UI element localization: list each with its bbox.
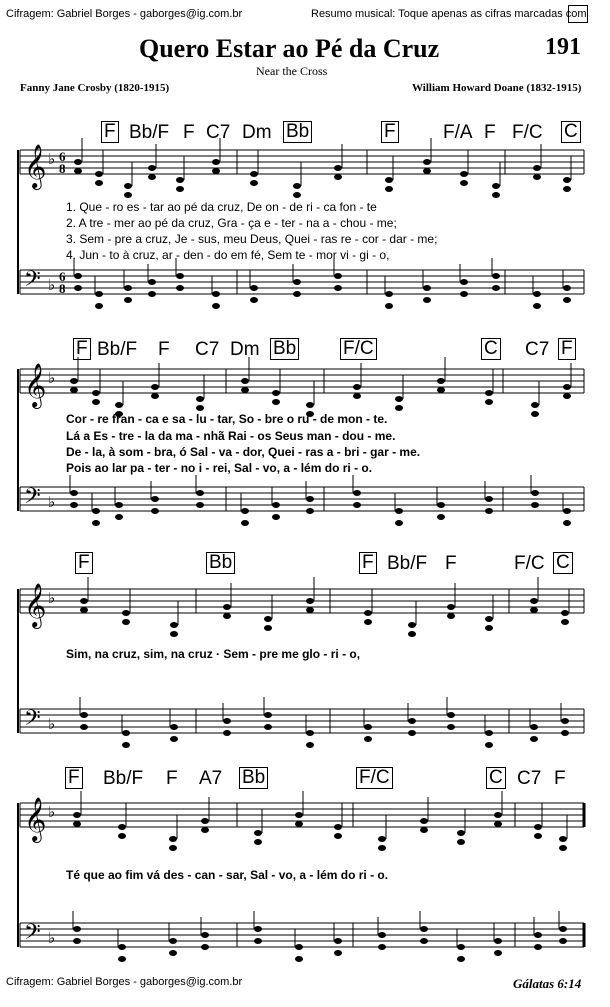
treble-clef-icon: 𝄞 bbox=[24, 363, 47, 407]
chord-symbol: F bbox=[484, 122, 496, 143]
notehead bbox=[530, 724, 538, 730]
notehead bbox=[254, 938, 262, 944]
notehead bbox=[295, 944, 303, 950]
chord-symbol: C bbox=[481, 338, 501, 360]
flat-icon: ♭ bbox=[48, 276, 56, 294]
notehead bbox=[124, 192, 132, 198]
notehead bbox=[151, 384, 159, 390]
notehead bbox=[485, 399, 493, 405]
notehead bbox=[563, 508, 571, 514]
notehead bbox=[176, 177, 184, 183]
notehead bbox=[95, 180, 103, 186]
flat-icon: ♭ bbox=[48, 715, 56, 733]
chord-symbol: C bbox=[561, 121, 581, 143]
notehead bbox=[118, 833, 126, 839]
notehead bbox=[223, 730, 231, 736]
notehead bbox=[295, 821, 303, 827]
notehead bbox=[148, 291, 156, 297]
notehead bbox=[334, 285, 342, 291]
notehead bbox=[364, 619, 372, 625]
notehead bbox=[334, 950, 342, 956]
notehead bbox=[334, 273, 342, 279]
notehead bbox=[80, 598, 88, 604]
notehead bbox=[70, 490, 78, 496]
notehead bbox=[293, 183, 301, 189]
notehead bbox=[118, 956, 126, 962]
notehead bbox=[148, 279, 156, 285]
chord-symbol: Dm bbox=[242, 122, 272, 143]
lyric-refrain-2: Té que ao fim vá des - can - sar, Sal - vo, a - lém do ri - o. bbox=[66, 868, 389, 882]
notehead bbox=[223, 604, 231, 610]
notehead bbox=[494, 821, 502, 827]
flat-icon: ♭ bbox=[48, 369, 56, 387]
notehead bbox=[385, 303, 393, 309]
lyric-verse-1: Cor - re fran - ca e sa - lu - tar, So - bre o ru - de mon - te. bbox=[66, 412, 388, 426]
notehead bbox=[460, 279, 468, 285]
notehead bbox=[533, 165, 541, 171]
notehead bbox=[531, 490, 539, 496]
chord-symbol: Bb/F bbox=[103, 768, 144, 789]
hymn-title: Quero Estar ao Pé da Cruz bbox=[139, 34, 440, 63]
notehead bbox=[492, 183, 500, 189]
notehead bbox=[485, 496, 493, 502]
notehead bbox=[74, 159, 82, 165]
notehead bbox=[460, 291, 468, 297]
notehead bbox=[334, 833, 342, 839]
notehead bbox=[457, 944, 465, 950]
notehead bbox=[293, 291, 301, 297]
notehead bbox=[420, 818, 428, 824]
lyric-verse-1: 1. Que - ro es - tar ao pé da cruz, De on - de ri - ca fon - te bbox=[66, 200, 377, 214]
notehead bbox=[306, 742, 314, 748]
notehead bbox=[74, 168, 82, 174]
scripture-reference: Gálatas 6:14 bbox=[513, 976, 582, 991]
notehead bbox=[447, 712, 455, 718]
notehead bbox=[118, 824, 126, 830]
lyric-verse-2: Lá a Es - tre - la da ma - nhã Rai - os Seus man - dou - me. bbox=[66, 429, 396, 443]
notehead bbox=[241, 508, 249, 514]
chord-symbol: C bbox=[486, 767, 506, 789]
notehead bbox=[378, 845, 386, 851]
notehead bbox=[408, 622, 416, 628]
header-legend: Resumo musical: Toque apenas as cifras marcadas com bbox=[311, 8, 587, 20]
notehead bbox=[353, 490, 361, 496]
notehead bbox=[534, 932, 542, 938]
notehead bbox=[170, 736, 178, 742]
notehead bbox=[122, 742, 130, 748]
notehead bbox=[196, 490, 204, 496]
notehead bbox=[378, 944, 386, 950]
notehead bbox=[148, 165, 156, 171]
chord-symbol: F bbox=[381, 121, 399, 143]
notehead bbox=[169, 938, 177, 944]
notehead bbox=[334, 165, 342, 171]
notehead bbox=[151, 393, 159, 399]
notehead bbox=[95, 291, 103, 297]
notehead bbox=[420, 827, 428, 833]
chord-symbol: Bb bbox=[206, 552, 235, 574]
notehead bbox=[437, 387, 445, 393]
lyric-verse-3: 3. Sem - pre a cruz, Je - sus, meu Deus, Quei - ras re - cor - dar - me; bbox=[66, 232, 438, 246]
notehead bbox=[272, 390, 280, 396]
notehead bbox=[559, 836, 567, 842]
notehead bbox=[534, 824, 542, 830]
notehead bbox=[563, 297, 571, 303]
chord-symbol: F/C bbox=[514, 553, 545, 574]
notehead bbox=[73, 938, 81, 944]
notehead bbox=[534, 833, 542, 839]
notehead bbox=[494, 938, 502, 944]
notehead bbox=[423, 159, 431, 165]
chord-symbol: C7 bbox=[206, 122, 231, 143]
notehead bbox=[212, 159, 220, 165]
notehead bbox=[95, 171, 103, 177]
notehead bbox=[73, 812, 81, 818]
chord-symbol: F bbox=[445, 553, 457, 574]
notehead bbox=[423, 168, 431, 174]
notehead bbox=[559, 845, 567, 851]
time-signature-top: 6 bbox=[59, 269, 66, 284]
notehead bbox=[264, 724, 272, 730]
notehead bbox=[70, 387, 78, 393]
bass-clef-icon: 𝄢 bbox=[24, 706, 41, 736]
notehead bbox=[533, 291, 541, 297]
notehead bbox=[201, 827, 209, 833]
header-credit: Cifragem: Gabriel Borges - gaborges@ig.com.br bbox=[6, 8, 243, 20]
chord-symbol: Bb/F bbox=[129, 122, 170, 143]
notehead bbox=[272, 514, 280, 520]
notehead bbox=[420, 938, 428, 944]
notehead bbox=[447, 724, 455, 730]
notehead bbox=[122, 610, 130, 616]
notehead bbox=[563, 177, 571, 183]
notehead bbox=[80, 724, 88, 730]
flat-icon: ♭ bbox=[48, 589, 56, 607]
notehead bbox=[212, 303, 220, 309]
notehead bbox=[353, 393, 361, 399]
chord-symbol: F bbox=[65, 767, 83, 789]
chord-symbol: Bb/F bbox=[97, 339, 138, 360]
notehead bbox=[264, 616, 272, 622]
notehead bbox=[408, 631, 416, 637]
notehead bbox=[92, 520, 100, 526]
notehead bbox=[250, 285, 258, 291]
notehead bbox=[80, 712, 88, 718]
notehead bbox=[408, 718, 416, 724]
notehead bbox=[420, 926, 428, 932]
chord-symbol: F bbox=[101, 121, 119, 143]
notehead bbox=[95, 303, 103, 309]
notehead bbox=[250, 171, 258, 177]
lyric-refrain-1: Sim, na cruz, sim, na cruz · Sem - pre me glo - ri - o, bbox=[66, 647, 361, 661]
notehead bbox=[437, 502, 445, 508]
notehead bbox=[73, 821, 81, 827]
notehead bbox=[485, 390, 493, 396]
notehead bbox=[364, 724, 372, 730]
chord-symbol: C7 bbox=[195, 339, 220, 360]
notehead bbox=[485, 625, 493, 631]
chord-symbol: C7 bbox=[517, 768, 542, 789]
chord-symbol: Dm bbox=[230, 339, 260, 360]
chord-symbol: F/C bbox=[356, 767, 393, 789]
notehead bbox=[385, 186, 393, 192]
notehead bbox=[408, 730, 416, 736]
notehead bbox=[395, 405, 403, 411]
notehead bbox=[457, 839, 465, 845]
lyric-verse-3: De - la, à som - bra, ó Sal - va - dor, Quei - ras a - bri - gar - me. bbox=[66, 445, 421, 459]
notehead bbox=[492, 192, 500, 198]
notehead bbox=[533, 174, 541, 180]
notehead bbox=[530, 607, 538, 613]
notehead bbox=[176, 186, 184, 192]
notehead bbox=[212, 291, 220, 297]
notehead bbox=[423, 285, 431, 291]
notehead bbox=[295, 956, 303, 962]
chord-symbol: F bbox=[558, 338, 576, 360]
footer-credit: Cifragem: Gabriel Borges - gaborges@ig.com.br bbox=[6, 976, 243, 988]
notehead bbox=[563, 285, 571, 291]
composer: William Howard Doane (1832-1915) bbox=[412, 82, 582, 94]
notehead bbox=[74, 285, 82, 291]
notehead bbox=[295, 812, 303, 818]
notehead bbox=[80, 607, 88, 613]
notehead bbox=[169, 950, 177, 956]
notehead bbox=[460, 180, 468, 186]
notehead bbox=[492, 273, 500, 279]
notehead bbox=[223, 613, 231, 619]
notehead bbox=[169, 836, 177, 842]
notehead bbox=[241, 520, 249, 526]
notehead bbox=[92, 399, 100, 405]
notehead bbox=[122, 619, 130, 625]
flat-icon: ♭ bbox=[48, 929, 56, 947]
notehead bbox=[353, 384, 361, 390]
chord-symbol: Bb/F bbox=[387, 553, 428, 574]
notehead bbox=[73, 926, 81, 932]
notehead bbox=[334, 824, 342, 830]
chord-symbol: F/C bbox=[512, 122, 543, 143]
notehead bbox=[561, 718, 569, 724]
notehead bbox=[118, 944, 126, 950]
notehead bbox=[395, 508, 403, 514]
lyric-verse-4: Pois ao lar pa - ter - no i - rei, Sal - vo, a - lém do ri - o. bbox=[66, 461, 373, 475]
notehead bbox=[122, 730, 130, 736]
notehead bbox=[124, 285, 132, 291]
notehead bbox=[306, 607, 314, 613]
notehead bbox=[494, 812, 502, 818]
notehead bbox=[254, 839, 262, 845]
notehead bbox=[148, 174, 156, 180]
notehead bbox=[151, 508, 159, 514]
notehead bbox=[196, 405, 204, 411]
notehead bbox=[492, 285, 500, 291]
notehead bbox=[447, 613, 455, 619]
lyric-verse-4: 4. Jun - to à cruz, ar - den - do em fé, Sem te - mor vi - gi - o, bbox=[66, 248, 390, 262]
notehead bbox=[170, 631, 178, 637]
notehead bbox=[74, 273, 82, 279]
notehead bbox=[170, 622, 178, 628]
notehead bbox=[241, 387, 249, 393]
chord-symbol: A7 bbox=[199, 768, 223, 789]
notehead bbox=[531, 402, 539, 408]
notehead bbox=[378, 836, 386, 842]
notehead bbox=[306, 598, 314, 604]
chord-symbol: F bbox=[554, 768, 566, 789]
treble-clef-icon: 𝄞 bbox=[24, 144, 47, 188]
flat-icon: ♭ bbox=[48, 493, 56, 511]
time-signature-top: 6 bbox=[59, 149, 66, 164]
notehead bbox=[530, 598, 538, 604]
notehead bbox=[201, 932, 209, 938]
notehead bbox=[92, 390, 100, 396]
notehead bbox=[293, 192, 301, 198]
chord-symbol: Bb bbox=[270, 338, 299, 360]
notehead bbox=[201, 944, 209, 950]
time-signature-bottom: 8 bbox=[59, 281, 66, 296]
notehead bbox=[201, 818, 209, 824]
notehead bbox=[534, 944, 542, 950]
notehead bbox=[364, 736, 372, 742]
chord-symbol: F bbox=[75, 552, 93, 574]
notehead bbox=[169, 845, 177, 851]
notehead bbox=[531, 411, 539, 417]
notehead bbox=[196, 396, 204, 402]
notehead bbox=[293, 279, 301, 285]
hymn-subtitle: Near the Cross bbox=[256, 64, 328, 78]
notehead bbox=[306, 496, 314, 502]
notehead bbox=[353, 502, 361, 508]
notehead bbox=[423, 297, 431, 303]
notehead bbox=[223, 718, 231, 724]
notehead bbox=[70, 378, 78, 384]
chord-symbol: F bbox=[158, 339, 170, 360]
notehead bbox=[176, 285, 184, 291]
notehead bbox=[437, 378, 445, 384]
lyric-verse-2: 2. A tre - mer ao pé da cruz, Gra - ça e - ter - na a - chou - me; bbox=[66, 216, 397, 230]
notehead bbox=[124, 183, 132, 189]
chord-symbol: F bbox=[359, 552, 377, 574]
bass-clef-icon: 𝄢 bbox=[24, 484, 41, 514]
bass-clef-icon: 𝄢 bbox=[24, 267, 41, 297]
notehead bbox=[170, 724, 178, 730]
notehead bbox=[561, 619, 569, 625]
notehead bbox=[385, 177, 393, 183]
notehead bbox=[457, 830, 465, 836]
notehead bbox=[306, 402, 314, 408]
notehead bbox=[395, 396, 403, 402]
chord-symbol: C7 bbox=[525, 339, 550, 360]
notehead bbox=[364, 610, 372, 616]
chord-symbol: F bbox=[183, 122, 195, 143]
notehead bbox=[378, 932, 386, 938]
notehead bbox=[395, 520, 403, 526]
notehead bbox=[485, 508, 493, 514]
notehead bbox=[334, 938, 342, 944]
notehead bbox=[250, 297, 258, 303]
notehead bbox=[334, 174, 342, 180]
notehead bbox=[559, 938, 567, 944]
notehead bbox=[115, 514, 123, 520]
notehead bbox=[306, 730, 314, 736]
bass-clef-icon: 𝄢 bbox=[24, 920, 41, 950]
chord-symbol: F bbox=[73, 338, 91, 360]
notehead bbox=[447, 604, 455, 610]
notehead bbox=[485, 742, 493, 748]
notehead bbox=[559, 926, 567, 932]
notehead bbox=[485, 616, 493, 622]
notehead bbox=[272, 502, 280, 508]
notehead bbox=[460, 171, 468, 177]
lyricist: Fanny Jane Crosby (1820-1915) bbox=[20, 82, 170, 94]
chord-symbol: F bbox=[166, 768, 178, 789]
notehead bbox=[250, 180, 258, 186]
notehead bbox=[241, 378, 249, 384]
chord-symbol: C bbox=[553, 552, 573, 574]
notehead bbox=[563, 384, 571, 390]
notehead bbox=[196, 502, 204, 508]
treble-clef-icon: 𝄞 bbox=[24, 797, 47, 841]
notehead bbox=[115, 502, 123, 508]
notehead bbox=[176, 273, 184, 279]
notehead bbox=[531, 502, 539, 508]
treble-clef-icon: 𝄞 bbox=[24, 583, 47, 627]
notehead bbox=[92, 508, 100, 514]
notehead bbox=[561, 610, 569, 616]
notehead bbox=[212, 168, 220, 174]
notehead bbox=[485, 730, 493, 736]
chord-symbol: Bb bbox=[283, 121, 312, 143]
notehead bbox=[70, 502, 78, 508]
time-signature-bottom: 8 bbox=[59, 161, 66, 176]
notehead bbox=[306, 508, 314, 514]
notehead bbox=[385, 291, 393, 297]
notehead bbox=[530, 736, 538, 742]
notehead bbox=[563, 393, 571, 399]
notehead bbox=[563, 520, 571, 526]
chord-symbol: Bb bbox=[239, 767, 268, 789]
notehead bbox=[264, 625, 272, 631]
notehead bbox=[561, 730, 569, 736]
hymn-number: 191 bbox=[545, 34, 581, 60]
notehead bbox=[124, 297, 132, 303]
notehead bbox=[437, 514, 445, 520]
notehead bbox=[254, 926, 262, 932]
chord-symbol: F/A bbox=[443, 122, 473, 143]
flat-icon: ♭ bbox=[48, 150, 56, 168]
notehead bbox=[264, 712, 272, 718]
chord-symbol: F/C bbox=[340, 338, 377, 360]
notehead bbox=[151, 496, 159, 502]
flat-icon: ♭ bbox=[48, 803, 56, 821]
notehead bbox=[457, 956, 465, 962]
notehead bbox=[563, 186, 571, 192]
notehead bbox=[494, 950, 502, 956]
notehead bbox=[254, 830, 262, 836]
notehead bbox=[533, 303, 541, 309]
notehead bbox=[115, 402, 123, 408]
notehead bbox=[272, 399, 280, 405]
